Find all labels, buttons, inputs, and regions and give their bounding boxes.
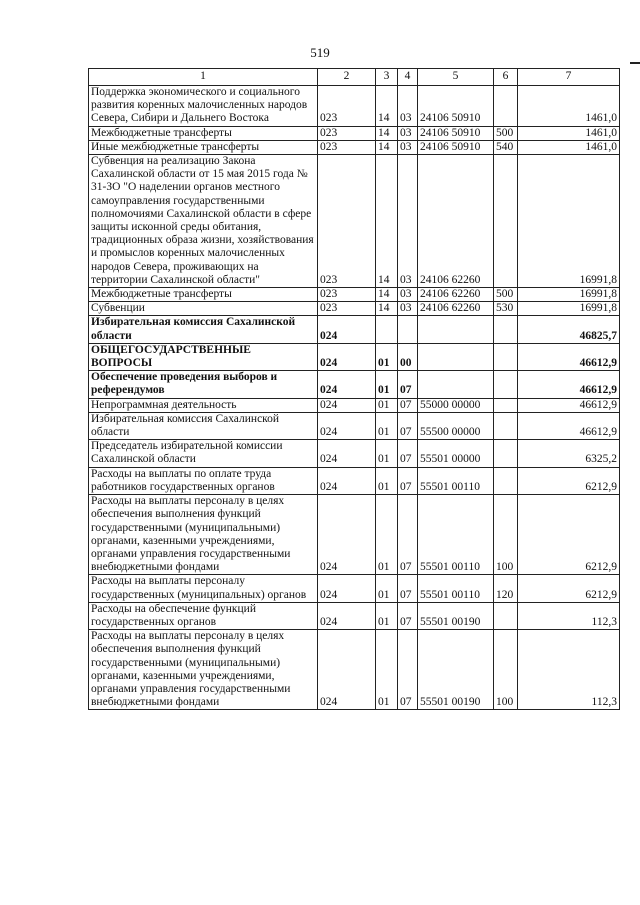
- section-code-cell: 14: [376, 155, 398, 288]
- section-code-cell: 01: [376, 467, 398, 494]
- amount-cell: 16991,8: [518, 288, 620, 302]
- subsection-code-cell: 03: [398, 86, 418, 127]
- ministry-code-cell: 023: [318, 140, 376, 154]
- section-code-cell: 01: [376, 343, 398, 370]
- target-article-cell: 24106 62260: [418, 302, 494, 316]
- subsection-code-cell: 07: [398, 467, 418, 494]
- row-name-cell: Межбюджетные трансферты: [89, 288, 318, 302]
- row-name-cell: Расходы на обеспечение функций государственных органов: [89, 602, 318, 629]
- ministry-code-cell: 024: [318, 630, 376, 710]
- ministry-code-cell: 024: [318, 495, 376, 575]
- table-row: [89, 575, 620, 602]
- section-code-cell: 01: [376, 398, 398, 412]
- amount-cell: 46612,9: [518, 398, 620, 412]
- ministry-code-cell: 024: [318, 440, 376, 467]
- subsection-code-cell: 00: [398, 343, 418, 370]
- amount-cell: 6212,9: [518, 575, 620, 602]
- target-article-cell: 55501 00110: [418, 575, 494, 602]
- section-code-cell: 01: [376, 495, 398, 575]
- page-number: 519: [310, 45, 330, 60]
- table-row: [89, 440, 620, 467]
- header-cell: 3: [376, 69, 398, 86]
- row-name-cell: Субвенция на реализацию Закона Сахалинской области от 15 мая 2015 года № 31-ЗО "О наделении органов местного самоуправления государственными полномочиями Сахалинской области в сфере защиты исконной среды обитания, традиционных образа жизни, хозяйствования и промыслов коренных малочисленных народов Севера, проживающих на территории Сахалинской области": [89, 155, 318, 288]
- ministry-code-cell: 024: [318, 371, 376, 398]
- amount-cell: 46825,7: [518, 316, 620, 343]
- subsection-code-cell: 03: [398, 155, 418, 288]
- target-article-cell: 55501 00000: [418, 440, 494, 467]
- header-cell: 7: [518, 69, 620, 86]
- expense-type-cell: 500: [494, 288, 518, 302]
- table-row: [89, 302, 620, 316]
- table-row: [89, 316, 620, 343]
- ministry-code-cell: 023: [318, 126, 376, 140]
- table-row: [89, 602, 620, 629]
- row-name-cell: Избирательная комиссия Сахалинской области: [89, 316, 318, 343]
- row-name-cell: Избирательная комиссия Сахалинской области: [89, 412, 318, 439]
- header-cell: 6: [494, 69, 518, 86]
- target-article-cell: 24106 50910: [418, 140, 494, 154]
- expense-type-cell: 530: [494, 302, 518, 316]
- section-code-cell: 14: [376, 126, 398, 140]
- subsection-code-cell: 03: [398, 126, 418, 140]
- table-row: [89, 371, 620, 398]
- target-article-cell: [418, 343, 494, 370]
- amount-cell: 6212,9: [518, 467, 620, 494]
- row-name-cell: Обеспечение проведения выборов и референдумов: [89, 371, 318, 398]
- amount-cell: 112,3: [518, 630, 620, 710]
- table-row: [89, 398, 620, 412]
- amount-cell: 1461,0: [518, 140, 620, 154]
- expense-type-cell: [494, 398, 518, 412]
- amount-cell: 112,3: [518, 602, 620, 629]
- subsection-code-cell: 07: [398, 630, 418, 710]
- expense-type-cell: [494, 440, 518, 467]
- target-article-cell: [418, 371, 494, 398]
- ministry-code-cell: 024: [318, 602, 376, 629]
- amount-cell: 46612,9: [518, 412, 620, 439]
- expense-type-cell: [494, 467, 518, 494]
- subsection-code-cell: 03: [398, 288, 418, 302]
- ministry-code-cell: 024: [318, 343, 376, 370]
- subsection-code-cell: 07: [398, 575, 418, 602]
- row-name-cell: Поддержка экономического и социального развития коренных малочисленных народов Севера, Сибири и Дальнего Востока: [89, 86, 318, 127]
- expense-type-cell: [494, 155, 518, 288]
- expense-type-cell: 540: [494, 140, 518, 154]
- header-cell: 2: [318, 69, 376, 86]
- amount-cell: 1461,0: [518, 86, 620, 127]
- subsection-code-cell: 07: [398, 371, 418, 398]
- ministry-code-cell: 024: [318, 316, 376, 343]
- ministry-code-cell: 024: [318, 575, 376, 602]
- expense-type-cell: 100: [494, 495, 518, 575]
- section-code-cell: 01: [376, 575, 398, 602]
- subsection-code-cell: 07: [398, 398, 418, 412]
- row-name-cell: Субвенции: [89, 302, 318, 316]
- section-code-cell: 14: [376, 86, 398, 127]
- target-article-cell: 55501 00190: [418, 630, 494, 710]
- subsection-code-cell: [398, 316, 418, 343]
- amount-cell: 1461,0: [518, 126, 620, 140]
- subsection-code-cell: 07: [398, 440, 418, 467]
- section-code-cell: [376, 316, 398, 343]
- table-row: [89, 155, 620, 288]
- table-row: [89, 140, 620, 154]
- ministry-code-cell: 023: [318, 288, 376, 302]
- ministry-code-cell: 023: [318, 302, 376, 316]
- amount-cell: 6212,9: [518, 495, 620, 575]
- margin-mark: [630, 62, 640, 64]
- section-code-cell: 14: [376, 288, 398, 302]
- target-article-cell: 24106 62260: [418, 155, 494, 288]
- row-name-cell: Иные межбюджетные трансферты: [89, 140, 318, 154]
- ministry-code-cell: 024: [318, 467, 376, 494]
- subsection-code-cell: 07: [398, 602, 418, 629]
- expense-type-cell: 120: [494, 575, 518, 602]
- target-article-cell: 55000 00000: [418, 398, 494, 412]
- target-article-cell: 24106 62260: [418, 288, 494, 302]
- amount-cell: 16991,8: [518, 155, 620, 288]
- row-name-cell: Межбюджетные трансферты: [89, 126, 318, 140]
- target-article-cell: [418, 316, 494, 343]
- row-name-cell: Расходы на выплаты персоналу в целях обеспечения выполнения функций государственными (муниципальными) органами, казенными учреждениями, органами управления государственными внебюджетными фондами: [89, 495, 318, 575]
- subsection-code-cell: 07: [398, 495, 418, 575]
- header-cell: 5: [418, 69, 494, 86]
- amount-cell: 46612,9: [518, 371, 620, 398]
- header-cell: 1: [89, 69, 318, 86]
- amount-cell: 46612,9: [518, 343, 620, 370]
- subsection-code-cell: 07: [398, 412, 418, 439]
- target-article-cell: 24106 50910: [418, 86, 494, 127]
- expense-type-cell: 500: [494, 126, 518, 140]
- table-row: [89, 343, 620, 370]
- section-code-cell: 14: [376, 302, 398, 316]
- table-row: [89, 126, 620, 140]
- table-row: [89, 288, 620, 302]
- row-name-cell: Непрограммная деятельность: [89, 398, 318, 412]
- expense-type-cell: [494, 412, 518, 439]
- subsection-code-cell: 03: [398, 140, 418, 154]
- table-row: [89, 630, 620, 710]
- expense-type-cell: [494, 86, 518, 127]
- expense-type-cell: [494, 371, 518, 398]
- table-row: [89, 412, 620, 439]
- row-name-cell: Расходы на выплаты персоналу государственных (муниципальных) органов: [89, 575, 318, 602]
- row-name-cell: Расходы на выплаты по оплате труда работников государственных органов: [89, 467, 318, 494]
- section-code-cell: 01: [376, 630, 398, 710]
- row-name-cell: Председатель избирательной комиссии Сахалинской области: [89, 440, 318, 467]
- amount-cell: 16991,8: [518, 302, 620, 316]
- header-cell: 4: [398, 69, 418, 86]
- ministry-code-cell: 023: [318, 86, 376, 127]
- budget-table: [88, 68, 620, 710]
- table-row: [89, 86, 620, 127]
- target-article-cell: 24106 50910: [418, 126, 494, 140]
- table-row: [89, 495, 620, 575]
- expense-type-cell: [494, 343, 518, 370]
- target-article-cell: 55501 00110: [418, 467, 494, 494]
- target-article-cell: 55501 00190: [418, 602, 494, 629]
- target-article-cell: 55501 00110: [418, 495, 494, 575]
- ministry-code-cell: 024: [318, 412, 376, 439]
- table-row: [89, 467, 620, 494]
- amount-cell: 6325,2: [518, 440, 620, 467]
- section-code-cell: 01: [376, 440, 398, 467]
- expense-type-cell: [494, 602, 518, 629]
- section-code-cell: 14: [376, 140, 398, 154]
- subsection-code-cell: 03: [398, 302, 418, 316]
- header-row: [89, 69, 620, 86]
- row-name-cell: ОБЩЕГОСУДАРСТВЕННЫЕ ВОПРОСЫ: [89, 343, 318, 370]
- section-code-cell: 01: [376, 371, 398, 398]
- row-name-cell: Расходы на выплаты персоналу в целях обеспечения выполнения функций государственными (муниципальными) органами, казенными учреждениями, органами управления государственными внебюджетными фондами: [89, 630, 318, 710]
- expense-type-cell: 100: [494, 630, 518, 710]
- ministry-code-cell: 024: [318, 398, 376, 412]
- expense-type-cell: [494, 316, 518, 343]
- ministry-code-cell: 023: [318, 155, 376, 288]
- section-code-cell: 01: [376, 602, 398, 629]
- section-code-cell: 01: [376, 412, 398, 439]
- target-article-cell: 55500 00000: [418, 412, 494, 439]
